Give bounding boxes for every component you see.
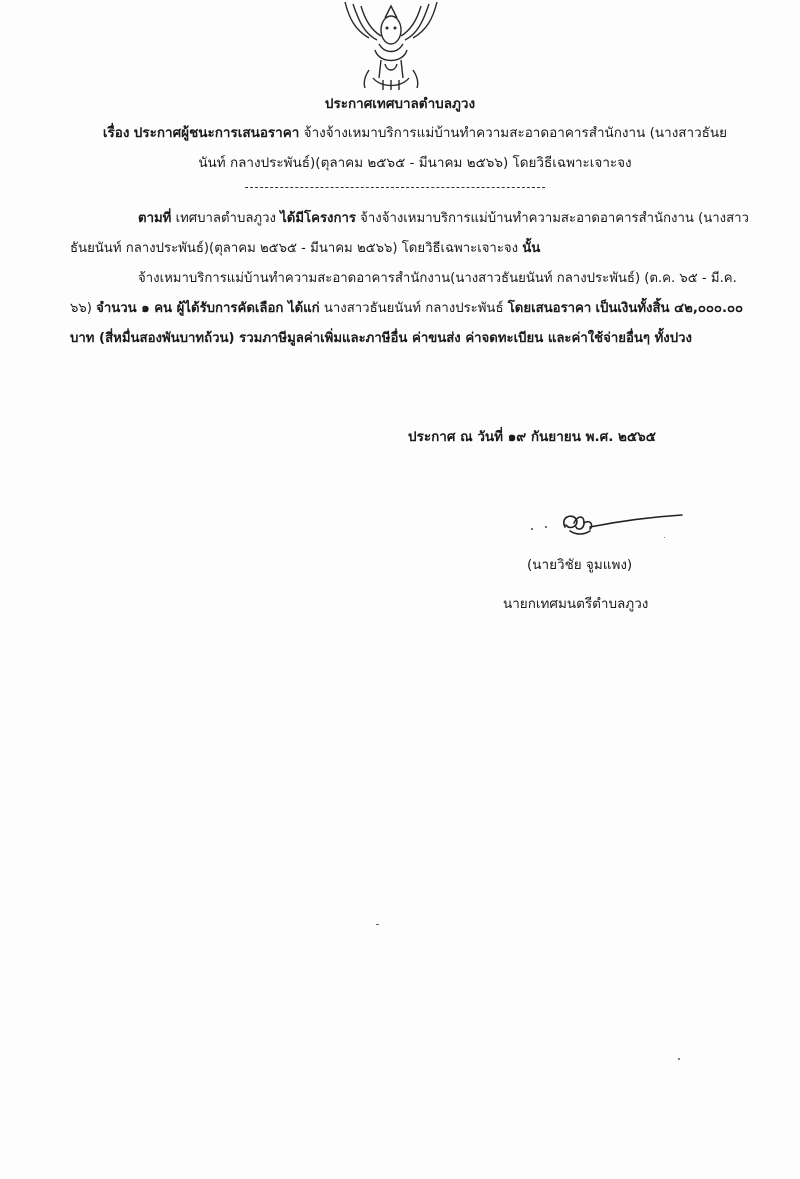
p2-amount: เป็นเงินทั้งสิ้น ๔๒,๐๐๐.๐๐ บาท (สี่หมื่นสองพันบาทถ้วน) รวมภาษีมูลค่าเพิ่มและภาษีอื่น ค่าขนส่ง ค่าจดทะเบียน และค่าใช้จ่ายอื่นๆ ทั้งปวง bbox=[70, 301, 744, 346]
subject-label: เรื่อง bbox=[102, 125, 130, 141]
scan-speck bbox=[678, 1058, 680, 1060]
subject-block bbox=[70, 118, 760, 178]
scan-speck bbox=[376, 924, 379, 925]
signer-title: นายกเทศมนตรีตำบลภูวง bbox=[503, 596, 649, 612]
p2-bid-label: โดยเสนอราคา bbox=[507, 301, 592, 316]
announcement-date: ประกาศ ณ วันที่ ๑๙ กันยายน พ.ศ. ๒๕๖๕ bbox=[408, 429, 656, 445]
document-heading: ประกาศเทศบาลตำบลภูวง bbox=[324, 96, 476, 112]
divider-line bbox=[245, 187, 545, 188]
p1-org: เทศบาลตำบลภูวง bbox=[175, 211, 276, 226]
p1-project-name: จ้างจ้างเหมาบริการแม่บ้านทำความสะอาดอาคารสำนักงาน (นางสาวธันยนันท์ กลางประพันธ์)(ตุลาคม ๒๕๖๕ - มีนาคม ๒๕๖๖) โดยวิธีเฉพาะเจาะจง bbox=[70, 211, 749, 256]
paragraph-winner bbox=[70, 264, 750, 354]
paragraph-project bbox=[70, 204, 750, 264]
p1-has-project: ได้มีโครงการ bbox=[280, 211, 356, 226]
handwritten-signature-icon bbox=[510, 505, 690, 545]
p2-count-selected: จำนวน ๑ คน ผู้ได้รับการคัดเลือก ได้แก่ bbox=[96, 301, 320, 316]
subject-title-line2: นันท์ กลางประพันธ์)(ตุลาคม ๒๕๖๕ - มีนาคม ๒๕๖๖) โดยวิธีเฉพาะเจาะจง bbox=[198, 155, 632, 171]
p2-winner-name: นางสาวธันยนันท์ กลางประพันธ์ bbox=[323, 301, 504, 316]
scan-speck bbox=[664, 537, 665, 538]
p1-end: นั้น bbox=[522, 241, 541, 256]
garuda-emblem-icon bbox=[335, 0, 447, 92]
subject-title-line1: จ้างจ้างเหมาบริการแม่บ้านทำความสะอาดอาคารสำนักงาน (นางสาวธันย bbox=[303, 125, 728, 141]
p2-service: จ้างเหมาบริการแม่บ้านทำความสะอาดอาคารสำนักงาน(นางสาวธันยนันท์ กลางประพันธ์) (ต.ค. ๖๕ - มี.ค. ๖๖) bbox=[70, 271, 737, 316]
p1-lead: ตามที่ bbox=[138, 211, 172, 226]
subject-title-bold: ประกาศผู้ชนะการเสนอราคา bbox=[133, 125, 300, 141]
signer-name: (นายวิชัย จูมแพง) bbox=[527, 557, 633, 573]
